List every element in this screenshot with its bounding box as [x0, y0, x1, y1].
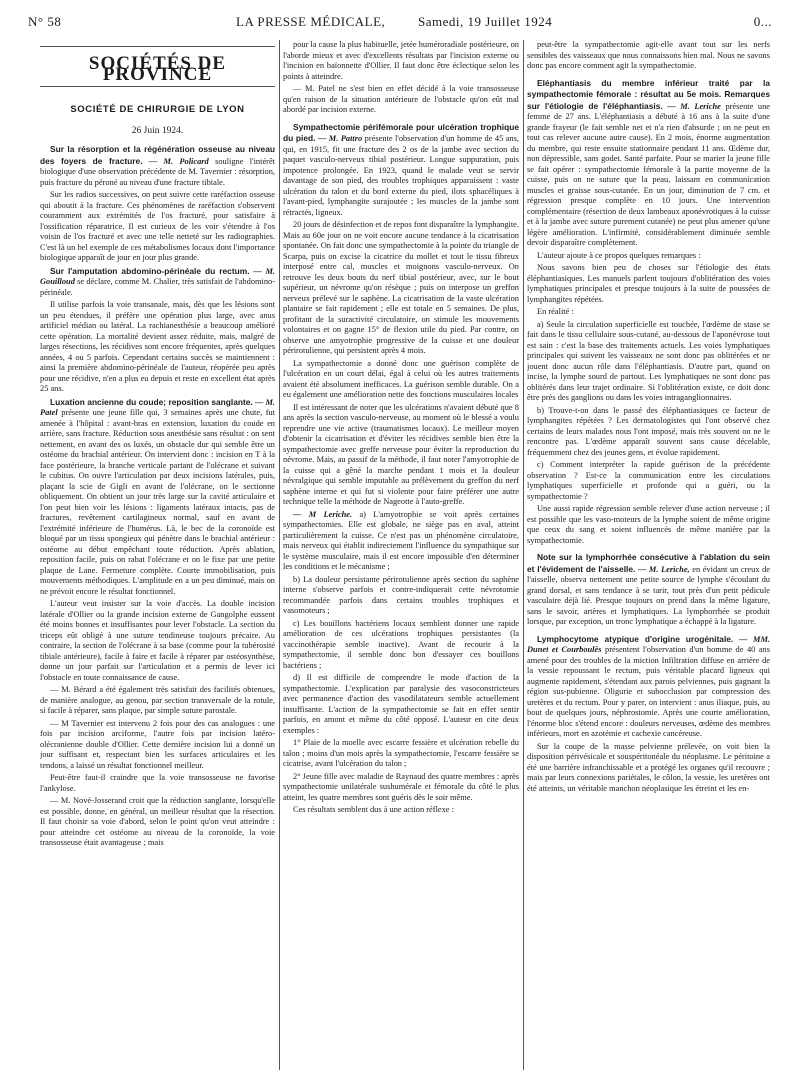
article-paragraph: Ces résultats semblent dus à une action réflexe : — [293, 805, 454, 814]
article-paragraph: pour la cause la plus habituelle, jetée huméroradiale postérieure, on l'aborde mieux et avec d'excellents résultats par l'incision externe ou l'incision en baïonnette d'Ollier. Il faut donc être éclectique selon les points à atteindre. — [283, 40, 519, 81]
page-number: 0... — [753, 14, 772, 29]
article-paragraph: — M Tavernier est intervenu 2 fois pour des cas analogues : une fois par incision arciforme, l'autre fois par incision latéro-olécranienne double d'Ollier. Cette dernière incision lui a donné un jour suffisant et, respectant bien les surfaces articulaires et les tendons, a laissé un résultat fonctionnel meilleur. — [40, 718, 275, 770]
article-paragraph: Lymphocytome atypique d'origine urogénitale. — MM. Dunet et Courboulès présentent l'observation d'un homme de 40 ans amené pour des troubles de la miction Infiltration diffuse en arrière de la vessie repoussant le rectum, puis véritable placard ligneux qui augmente rapidement, s'étendant aux parois pelviennes, puis gagnant la région sus-pubienne. Oligurie et subocclusion par compression des uretères et du rectum. Pour y parer, on intervient : anus iliaque, puis, au bout de quelques jours, néphrostomie. Après une courte amélioration, l'énorme bloc s'étend encore : douleurs nerveuses, œdème des membres inférieurs, mort en azotémie et cachexie cancéreuse. — [527, 633, 770, 738]
column-2 — [283, 40, 519, 1070]
article-paragraph: Une aussi rapide régression semble relever d'une action nerveuse ; il est possible que les vaso-moteurs de la lymphe soient de même origine que ceux du sang et soient influencés de même manière par la sympathectomie. — [527, 504, 770, 545]
issue-date: Samedi, 19 Juillet 1924 — [418, 14, 553, 29]
article-paragraph: Il est intéressant de noter que les ulcérations n'avaient débuté que 8 ans après la section vasculo-nerveuse, au moment où le blessé a voulu reprendre une vie active (traumatismes locaux). Le meilleur moyen d'obtenir la cicatrisation et d'éviter les récidives semble bien être la sympathectomie avec greffe nerveuse pour éviter la reproduction du névrome. Mais, au passif de la méthode, il faut noter l'amyotrophie de la cuisse qui a gêné la marche pendant 1 mois et la douleur névralgique qui semble imputable au prélèvement du greffon du nerf saphène interne et qui fut si violente pour faire préférer une autre technique telle la méthode de Nageotte à l'auto-greffe. — [283, 402, 519, 506]
article-paragraph: Note sur la lymphorrhée consécutive à l'ablation du sein et l'évidement de l'aisselle. — M. Leriche, en évidant un creux de l'aisselle, observa nettement une petite source de lymphe s'écoulant du grand dorsal, et sans tendance à se tarir, tout près d'un petit pédicule vasculaire déjà lié. Presque toujours on prend dans la même ligature, sans le savoir, artères et lymphatiques. La lymphorrhée se produit lorsque, par exception, un tronc lymphatique a échappé à la ligature. — [527, 552, 770, 626]
journal-title: LA PRESSE MÉDICALE, — [236, 14, 386, 29]
article-paragraph: Luxation ancienne du coude; reposition sanglante. — M. Patel présente une jeune fille qui, 3 semaines après une chute, fut amenée à l'hôpital : avant-bras en extension, luxation du coude en arrière, sans fracture. Réduction sous anesthésie sans résultat : on sent nettement, en avant des os luxés, un obstacle dur qui semble être un ostéome du brachial antérieur. On intervient donc : incision en T à la face postérieure, la branche verticale partant de l'olécrane et suivant le cubitus. On ouvre l'articulation par deux incisions latérales, puis, plaçant la scie de Gigli en avant de l'olécrane, on le sectionne obliquement. On obtient un jour très large sur la cavité articulaire et l'on peut bien voir les lésions : ligaments latéraux intacts, pas de fractures, revêtement cartilagineux normal, sauf en avant de l'extrémité inférieure de l'humérus. Là, le bec de la coronoïde est bloqué par un tissu spongieux qui pénètre dans le brachial antérieur : ostéome au début empêchant toute réduction. Après ablation, reposition facile, puis on rabat l'olécrane et on le fixe par une petite plaque de Lane. Fermeture complète. Courte immobilisation, puis mouvements méthodiques. L'amplitude en a un peu diminué, mais on ne prévoit encore le résultat fonctionnel. — [40, 396, 275, 596]
article-paragraph: peut-être la sympathectomie agit-elle avant tout sur les nerfs sensibles des vaisseaux que nous connaissons bien mal. Nous ne savons donc pas encore comment agit la sympathectomie. — [527, 40, 770, 70]
issue-number: N° 58 — [28, 14, 62, 29]
column-3 — [527, 40, 770, 1070]
society-title: SOCIÉTÉ DE CHIRURGIE DE LYON — [70, 104, 245, 115]
article-paragraph: b) La douleur persistante périrotulienne après section du saphène interne s'observe parfois et contre-indiquerait cette névrotomie recommandée parfois dans certains troubles trophiques et vasomoteurs ; — [283, 574, 519, 615]
article-paragraph: Eléphantiasis du membre inférieur traité par la sympathectomie fémorale : résultat au 5e mois. Remarques sur l'étiologie de l'éléphantiasis. — M. Leriche présente une femme de 27 ans. L'éléphantiasis a débuté à 16 ans à la suite d'une grande frayeur (le fait semble net et n'a rien d'absurde ; on ne peut en tout cas relever aucune autre cause). En 2 mois, énorme augmentation du membre, qui reste ensuite stationnaire pendant 11 ans. Œdème dur, non dépressible, sans godet. Santé parfaite. Pour se marier la jeune fille se fait opérer : sympathectomie fémorale à la partie moyenne de la cuisse, puis on ne suture que la peau, laissant en communication muscles et graisse sous-cutanée. En un jour, diminution de 7 cm. et régression presque complète en 10 jours. Une intervention complémentaire (résection de deux lambeaux aponévrotiques à la cuisse et à la jambe avec suture purement cutanée) ne peut plus amener qu'une légère amélioration. L'infirmité, considérablement diminuée semble devoir disparaître complètement. — [527, 77, 770, 247]
article-paragraph: Sur la résorption et la régénération osseuse au niveau des foyers de fracture. — M. Policard souligne l'intérêt biologique d'une observation précédente de M. Tavernier : résorption, puis fracture du péroné au niveau d'une fracture tibiale. — [40, 144, 275, 187]
article-paragraph: c) Comment interpréter la rapide guérison de la précédente observation ? Est-ce la communication entre les circulations lymphatiques superficielle et profonde qui a guéri, ou la sympathectomie ? — [527, 460, 770, 501]
page-header — [28, 14, 772, 34]
section-title: SOCIÉTÉS DE PROVINCE — [88, 53, 227, 85]
article-paragraph: b) Trouve-t-on dans le passé des éléphantiasiques ce facteur de lymphangites répétées ? Les dermatologistes qui l'ont observé chez certains de leurs malades nous l'ont imposé, mais très souvent on ne le rencontre pas. L'œdème apparaît souvent sans cause décelable, fréquemment chez des jeunes gens, et évolue rapidement. — [527, 405, 770, 457]
article-paragraph: Sur les radios successives, on peut suivre cette raréfaction osseuse qui aboutit à la fracture. Ces phénomènes de raréfaction s'observent couramment aux extrémités de l'os fracturé, pour satisfaire à l'ossification réparatrice. Il est curieux de les voir s'étendre à l'os voisin de l'os fracturé et avec une telle netteté sur les radiographies. C'est là un bel exemple de ces métabolismes locaux dont l'importance biologique apparaît de jour en jour plus grande. — [40, 190, 275, 262]
article-paragraph: En réalité : — [537, 307, 574, 316]
article-paragraph: L'auteur veut insister sur la voie d'accès. La double incision latérale d'Ollier ou la grande incision externe de Gangolphe eussent été moins bonnes et insuffisantes pour lever l'obstacle. La section du triceps eût obligé à une suture tendineuse toujours précaire. Au contraire, la section de l'olécrane à sa base (comme pour la tubérosité tibiale antérieure), facile à faire et facile à réparer par ostéosynthèse, donne un jour parfait sur l'articulation et a permis de lever ici l'obstacle en toute connaissance de cause. — [40, 599, 275, 682]
article-paragraph: Il utilise parfois la voie transanale, mais, dès que les lésions sont un peu étendues, il préfère une opération plus large, avec anus artificiel médian ou latéral. La rachianesthésie a beaucoup amélioré cette opération. La mortalité devient assez réduite, mais, malgré de larges résections, les récidives sont encore fréquentes, après quelques années, 4 ou 5 parfois. Cependant certains succès se maintiennent : ainsi la première abdomino-périnéale de l'auteur, réopérée peu après pour une récidive, n'en a plus eu depuis et reste en excellent état après 25 ans. — [40, 300, 275, 393]
session-date: 26 Juin 1924. — [131, 125, 184, 136]
article-paragraph: — M. Patel ne s'est bien en effet décidé à la voie transosseuse qu'en raison de la situation antérieure de l'obstacle qu'on eût mal abordé par incision externe. — [283, 84, 519, 114]
article-paragraph: c) Les bouillons bactériens locaux semblent donner une rapide amélioration de ces ulcérations trophiques persistantes (la vaccinothérapie semble inactive). Avant de recourir à la sympathectomie, il semble donc bon d'essayer ces bouillons bactériens ; — [283, 618, 519, 670]
article-paragraph: 1° Plaie de la moelle avec escarre fessière et ulcération rebelle du talon ; moins d'un mois après la sympathectomie, l'escarre fessière se cicatrise, avant l'ulcération du talon ; — [283, 738, 519, 768]
article-paragraph: Sur la coupe de la masse pelvienne prélevée, on voit bien la disposition périvésicale et souspéritonéale du néoplasme. Le péritoine a été une barrière infranchissable et a protégé les organes qu'il recouvre ; mais par leurs connexions pariétales, le côlon, la vessie, les uretères ont été atteints, un véritable manchon néoplasique les étreint et les en- — [527, 741, 770, 793]
divider — [40, 86, 275, 87]
article-paragraph: — M. Nové-Josserand croit que la réduction sanglante, lorsqu'elle est possible, donne, en général, un meilleur résultat que la résection. Il faut choisir sa voie d'abord, selon le point qu'on veut atteindre : pour atteindre cet ostéome au niveau de la coronoïde, la voie transosseuse était avantageuse ; mais — [40, 796, 275, 847]
column-rule — [279, 40, 280, 1070]
article-paragraph: Nous savons bien peu de choses sur l'étiologie des états éléphantiasiques. Les manuels parlent toujours d'oblitération des voies lymphatiques principales et presque toujours à la suite de poussées de lymphangites répétées. — [527, 263, 770, 304]
article-paragraph: La sympathectomie a donné donc une guérison complète de l'ulcération en un court délai, égal à celui où les autres traitements avaient été absolument inefficaces. La guérison semble durable. On a eu également une amélioration nette des fonctions musculaires locales — [283, 358, 519, 399]
article-paragraph: Sympathectomie périfémorale pour ulcération trophique du pied. — M. Pattro présente l'observation d'un homme de 45 ans, qui, en 1915, fit une fracture des 2 os de la jambe avec section du paquet vasculo-nerveux tibial postérieur. Longue suppuration, puis impotence prolongée. En 1923, quand le malade veut se servir davantage de son pied, des troubles trophiques apparaissent : vaste ulcération du talon et du bord externe du pied, ilots sphacéliques à l'avant-pied, lymphangite surajoutée ; les muscles de la jambe sont rétractés, ligneux. — [283, 121, 519, 217]
article-paragraph: a) Seule la circulation superficielle est touchée, l'œdème de stase se fait dans le tissu cellulaire sous-cutané, au-dessous de l'aponévrose tout est sain : c'est la base des traitements actuels. Les voies lymphatiques principales qui suivent les vaisseaux ne sont donc pas oblitérées et ne jouent donc aucun rôle dans l'éléphantiasis. D'autre part, quand on incise, la lymphe sourd de partout. Les lymphatiques ne sont donc pas oblitérés dans leur trajet ordinaire. Si l'oblitération existe, ce doit donc être près des ganglions ou dans les voies intraganglionnaires. — [527, 319, 770, 402]
article-paragraph: L'auteur ajoute à ce propos quelques remarques : — [537, 250, 701, 260]
article-paragraph: 2° Jeune fille avec maladie de Raynaud des quatre membres : après sympathectomie unilatérale sushumérale et fémorale du côté le plus atteint, les quatre membres sont guéris dès le soir même. — [283, 771, 519, 802]
column-rule — [523, 40, 524, 1070]
article-paragraph: Sur l'amputation abdomino-périnéale du rectum. — M. Gouilloud se déclare, comme M. Chalier, très satisfait de l'abdomino-périnéale. — [40, 265, 275, 297]
article-paragraph: — M Leriche. a) L'amyotrophie se voit après certaines sympathectomies. Elle est globale, ne siège pas en aval, atteint particulièrement la cuisse. Ce n'est pas un phénomène circulatoire, mais nerveux qui établit indirectement l'influence du sympathique sur le système musculaire, mais il est encore impossible d'en déterminer les conditions et le mécanisme ; — [283, 509, 519, 571]
article-paragraph: Peut-être faut-il craindre que la voie transosseuse ne favorise l'ankylose. — [40, 773, 275, 793]
divider — [40, 46, 275, 47]
article-paragraph: d) Il est difficile de comprendre le mode d'action de la sympathectomie. L'explication par paralysie des vasoconstricteurs avec permanence d'action des vasodilatateurs semble actuellement insuffisante. L'action de la sympathectomie se fait en effet sentir parfois, en amont et même du côté opposé. L'auteur en cite deux exemples : — [283, 673, 519, 735]
article-paragraph: — M. Bérard a été également très satisfait des facilités obtenues, de manière analogue, au genou, par section transversale de la rotule, si facile à réparer, sans plaque, par simple suture parostale. — [40, 685, 275, 715]
column-1 — [40, 40, 275, 1070]
article-paragraph: 20 jours de désinfection et de repos font disparaître la lymphangite. Mais au 60e jour on ne voit encore aucune tendance à la cicatrisation spontanée. On fait donc une sympathectomie à la pointe du triangle de Scarpa, puis on excise la cicatrice du mollet et tout le tissu fibreux interposé entre cal, muscles et moignons vasculo-nerveux. On retrouve les deux bouts du nerf tibial postérieur, avec, sur le bout supérieur, un névrome qu'on résèque ; puis on interpose un greffon nerveux prélevé sur le saphène. La cicatrisation de la vaste ulcération plantaire se fait rapidement ; elle est totale en 5 semaines. De plus, profitant de la suractivité circulatoire, on stimule les mouvements volontaires et on gagne 15° de flexion utile du pied. Par contre, on observe une amyotrophie progressive de la cuisse et une douleur périrotulienne, qui persistent après 4 mois. — [283, 220, 519, 355]
